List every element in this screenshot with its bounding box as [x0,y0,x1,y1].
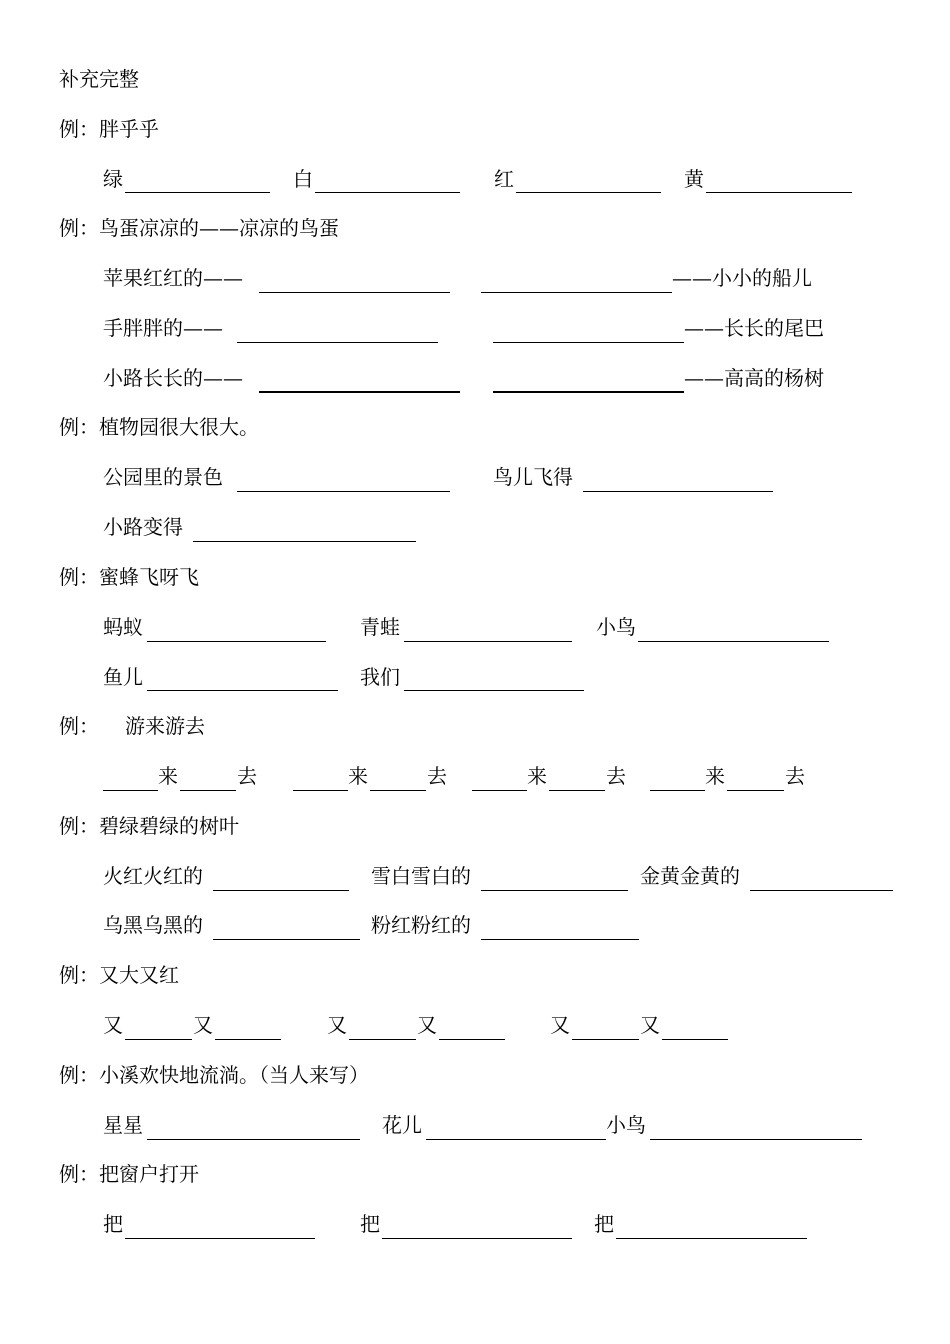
word-label: 绿 [103,167,123,191]
phrase-label: 金黄金黄的 [640,864,740,888]
qu-char: 去 [785,764,805,788]
example-9: 例：把窗户打开 [59,1162,199,1186]
answer-blank[interactable] [259,292,450,293]
phrase-label: 火红火红的 [103,864,203,888]
phrase-label: ——小小的船儿 [672,266,812,290]
answer-blank[interactable] [516,192,661,193]
phrase-label: 苹果红红的—— [103,266,243,290]
answer-blank[interactable] [237,491,450,492]
answer-blank[interactable] [103,790,158,791]
answer-blank[interactable] [549,790,605,791]
answer-blank[interactable] [493,342,684,343]
phrase-label: 粉红粉红的 [371,913,471,937]
answer-blank[interactable] [147,641,326,642]
answer-blank[interactable] [147,690,338,691]
answer-blank[interactable] [147,1139,360,1140]
lai-char: 来 [348,764,368,788]
phrase-label: 手胖胖的—— [103,316,223,340]
answer-blank[interactable] [426,1139,606,1140]
answer-blank[interactable] [727,790,784,791]
answer-blank[interactable] [349,1039,416,1040]
answer-blank[interactable] [493,391,684,393]
answer-blank[interactable] [259,391,460,393]
phrase-label: 小路长长的—— [103,366,243,390]
lai-char: 来 [158,764,178,788]
you-char: 又 [640,1013,660,1037]
qu-char: 去 [427,764,447,788]
answer-blank[interactable] [213,939,360,940]
qu-char: 去 [237,764,257,788]
answer-blank[interactable] [382,1238,572,1239]
word-label: 红 [494,167,514,191]
answer-blank[interactable] [404,690,584,691]
answer-blank[interactable] [650,790,705,791]
answer-blank[interactable] [370,790,426,791]
answer-blank[interactable] [638,641,829,642]
answer-blank[interactable] [237,342,438,343]
you-char: 又 [417,1013,437,1037]
you-char: 又 [193,1013,213,1037]
answer-blank[interactable] [481,292,672,293]
phrase-label: 鸟儿飞得 [493,465,573,489]
answer-blank[interactable] [616,1238,807,1239]
answer-blank[interactable] [439,1039,505,1040]
answer-blank[interactable] [650,1139,862,1140]
qu-char: 去 [606,764,626,788]
lai-char: 来 [705,764,725,788]
phrase-label: ——长长的尾巴 [684,316,824,340]
phrase-label: 雪白雪白的 [371,864,471,888]
answer-blank[interactable] [315,192,460,193]
example-3: 例：植物园很大很大。 [59,415,259,439]
lai-char: 来 [527,764,547,788]
example-5-prefix: 例： [59,714,99,738]
ba-char: 把 [360,1212,380,1236]
ba-char: 把 [103,1212,123,1236]
answer-blank[interactable] [180,790,236,791]
answer-blank[interactable] [750,890,893,891]
answer-blank[interactable] [662,1039,728,1040]
answer-blank[interactable] [125,1238,315,1239]
answer-blank[interactable] [404,641,572,642]
word-label: 我们 [360,665,400,689]
answer-blank[interactable] [572,1039,639,1040]
you-char: 又 [550,1013,570,1037]
word-label: 鱼儿 [103,665,143,689]
word-label: 星星 [103,1113,143,1137]
word-label: 小鸟 [596,615,636,639]
example-5-text: 游来游去 [125,714,205,738]
you-char: 又 [327,1013,347,1037]
example-6: 例：碧绿碧绿的树叶 [59,814,239,838]
phrase-label: 乌黑乌黑的 [103,913,203,937]
answer-blank[interactable] [125,192,270,193]
answer-blank[interactable] [706,192,852,193]
example-1: 例：胖乎乎 [59,117,159,141]
word-label: 花儿 [382,1113,422,1137]
example-2: 例：鸟蛋凉凉的——凉凉的鸟蛋 [59,216,339,240]
answer-blank[interactable] [215,1039,281,1040]
answer-blank[interactable] [125,1039,192,1040]
phrase-label: 小路变得 [103,515,183,539]
example-4: 例：蜜蜂飞呀飞 [59,565,199,589]
answer-blank[interactable] [213,890,349,891]
word-label: 蚂蚁 [103,615,143,639]
answer-blank[interactable] [293,790,348,791]
answer-blank[interactable] [481,890,628,891]
answer-blank[interactable] [583,491,773,492]
word-label: 白 [293,167,313,191]
worksheet-title: 补充完整 [59,67,139,91]
answer-blank[interactable] [472,790,527,791]
phrase-label: ——高高的杨树 [684,366,824,390]
word-label: 小鸟 [606,1113,646,1137]
example-8: 例：小溪欢快地流淌。（当人来写） [59,1063,369,1087]
ba-char: 把 [594,1212,614,1236]
word-label: 黄 [684,167,704,191]
phrase-label: 公园里的景色 [103,465,223,489]
you-char: 又 [103,1013,123,1037]
answer-blank[interactable] [193,541,416,542]
answer-blank[interactable] [481,939,639,940]
word-label: 青蛙 [360,615,400,639]
example-7: 例：又大又红 [59,963,179,987]
